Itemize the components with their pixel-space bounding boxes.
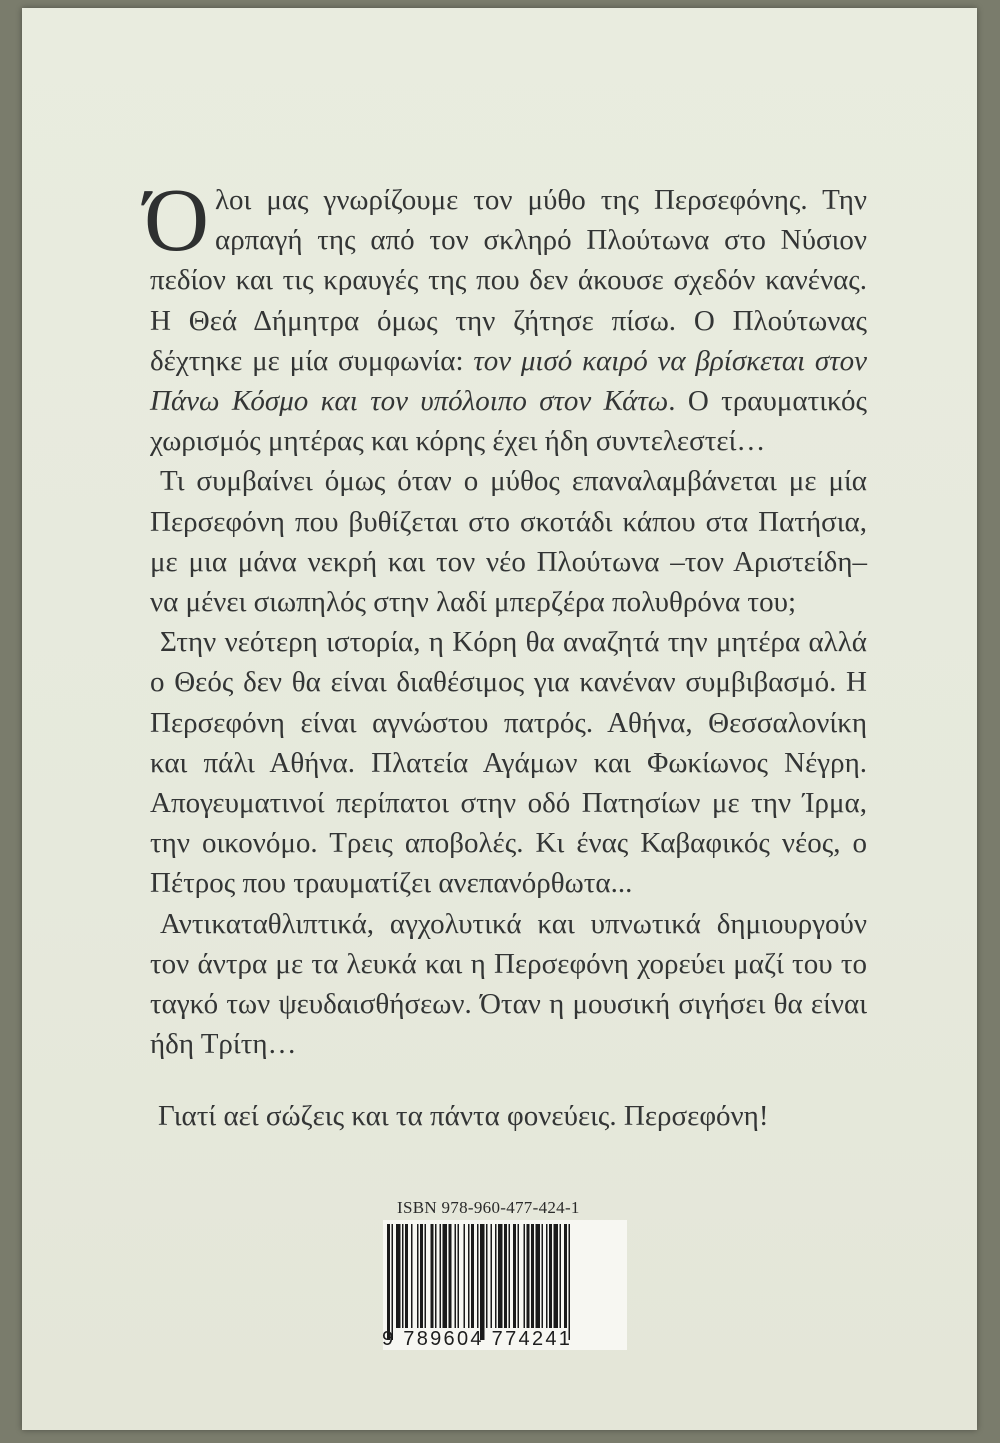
barcode-bar	[443, 1224, 448, 1328]
barcode-bar	[549, 1224, 552, 1328]
barcode-bar	[425, 1224, 427, 1328]
barcode-bar	[440, 1224, 442, 1328]
barcode-bar	[431, 1224, 434, 1328]
barcode-bar	[509, 1224, 511, 1328]
barcode-bar	[513, 1224, 516, 1328]
barcode-bar	[524, 1224, 526, 1328]
closing-line: Γιατί αεί σώζεις και τα πάντα φονεύεις. Περσεφόνη!	[158, 1100, 769, 1132]
barcode-bar	[569, 1224, 571, 1340]
barcode-bar	[387, 1224, 390, 1340]
barcode-bar	[542, 1224, 544, 1328]
barcode-bar	[464, 1224, 466, 1328]
paragraph-3: Στην νεότερη ιστορία, η Κόρη θα αναζητά την μητέρα αλλά ο Θεός δεν θα είναι διαθέσιμος για κανέναν συμβιβασμό. Η Περσεφόνη είναι αγνώστου πατρός. Αθήνα, Θεσσαλονίκη και πάλι Αθήνα. Πλατεία Αγάμων και Φωκίωνος Νέγρη. Απογευματινοί περίπατοι στην οδό Πατησίων με την Ίρμα, την οικονόμο. Τρεις αποβολές. Κι ένας Καβαφικός νέος, ο Πέτρος που τραυματίζει ανεπανόρθωτα...	[150, 626, 867, 900]
paragraph-1-text: λοι μας γνωρίζουμε τον μύθο της Περσεφόνης. Την αρπαγή της από τον σκληρό Πλούτωνα στο Νύσιον πεδίον και τις κραυγές της που δεν άκουσε σχεδόν κανένας. Η Θεά Δήμητρα όμως την ζήτησε πίσω. Ο Πλούτωνας δέχτηκε με μία συμφωνία:	[150, 184, 867, 377]
barcode-bar	[546, 1224, 548, 1328]
barcode-bar	[498, 1224, 503, 1328]
barcode-bar	[554, 1224, 559, 1328]
barcode-bar	[402, 1224, 404, 1328]
barcode-bar	[396, 1224, 401, 1328]
paragraph-1-italic: τον μισό καιρό να βρίσκεται στον Πάνω Κόσμο και τον υπόλοιπο στον Κάτω	[150, 344, 867, 418]
barcode-bar	[486, 1224, 488, 1328]
barcode-bar	[392, 1224, 394, 1340]
barcode-bar	[417, 1224, 419, 1328]
barcode-bar	[420, 1224, 423, 1328]
paragraph-4: Αντικαταθλιπτικά, αγχολυτικά και υπνωτικά δημιουργούν τον άντρα με τα λευκά και η Περσεφόνη χορεύει μαζί του το ταγκό των ψευδαισθήσεων. Όταν η μουσική σιγήσει θα είναι ήδη Τρίτη…	[150, 907, 867, 1061]
barcode-bar	[491, 1224, 493, 1328]
barcode-bar	[531, 1224, 534, 1328]
paragraph-1-end: . Ο τραυματικός χωρισμός μητέρας και κόρης έχει ήδη συντελεστεί…	[150, 385, 868, 458]
barcode-bar	[405, 1224, 408, 1328]
barcode-digits: 9 789604 774241	[382, 1328, 573, 1350]
barcode-bar	[449, 1224, 452, 1328]
isbn-label: ISBN 978-960-477-424-1	[397, 1198, 580, 1217]
barcode-bar	[536, 1224, 541, 1328]
paragraph-2: Τι συμβαίνει όμως όταν ο μύθος επαναλαμβάνεται με μία Περσεφόνη που βυθίζεται στο σκοτάδι κάπου στα Πατήσια, με μια μάνα νεκρή και τον νέο Πλούτωνα –τον Αριστείδη– να μένει σιωπηλός στην λαδί μπερζέρα πολυθρόνα του;	[150, 465, 867, 619]
barcode-bar	[480, 1224, 485, 1340]
barcode-bar	[518, 1224, 520, 1328]
barcode-bar	[495, 1224, 497, 1328]
drop-cap: Ό	[144, 171, 209, 270]
barcode-bar	[468, 1224, 470, 1328]
barcode-bar	[504, 1224, 507, 1328]
barcode-bar	[435, 1224, 437, 1328]
barcode-bar	[477, 1224, 479, 1328]
blurb-text	[144, 171, 868, 1064]
barcode-bar	[560, 1224, 562, 1328]
barcode-bar	[564, 1224, 567, 1328]
barcode-bar	[411, 1224, 413, 1328]
barcode-bar	[455, 1224, 457, 1328]
barcode-bar	[527, 1224, 530, 1328]
paragraph-1	[144, 171, 868, 461]
barcode-bar	[471, 1224, 474, 1328]
barcode-bar	[458, 1224, 460, 1328]
